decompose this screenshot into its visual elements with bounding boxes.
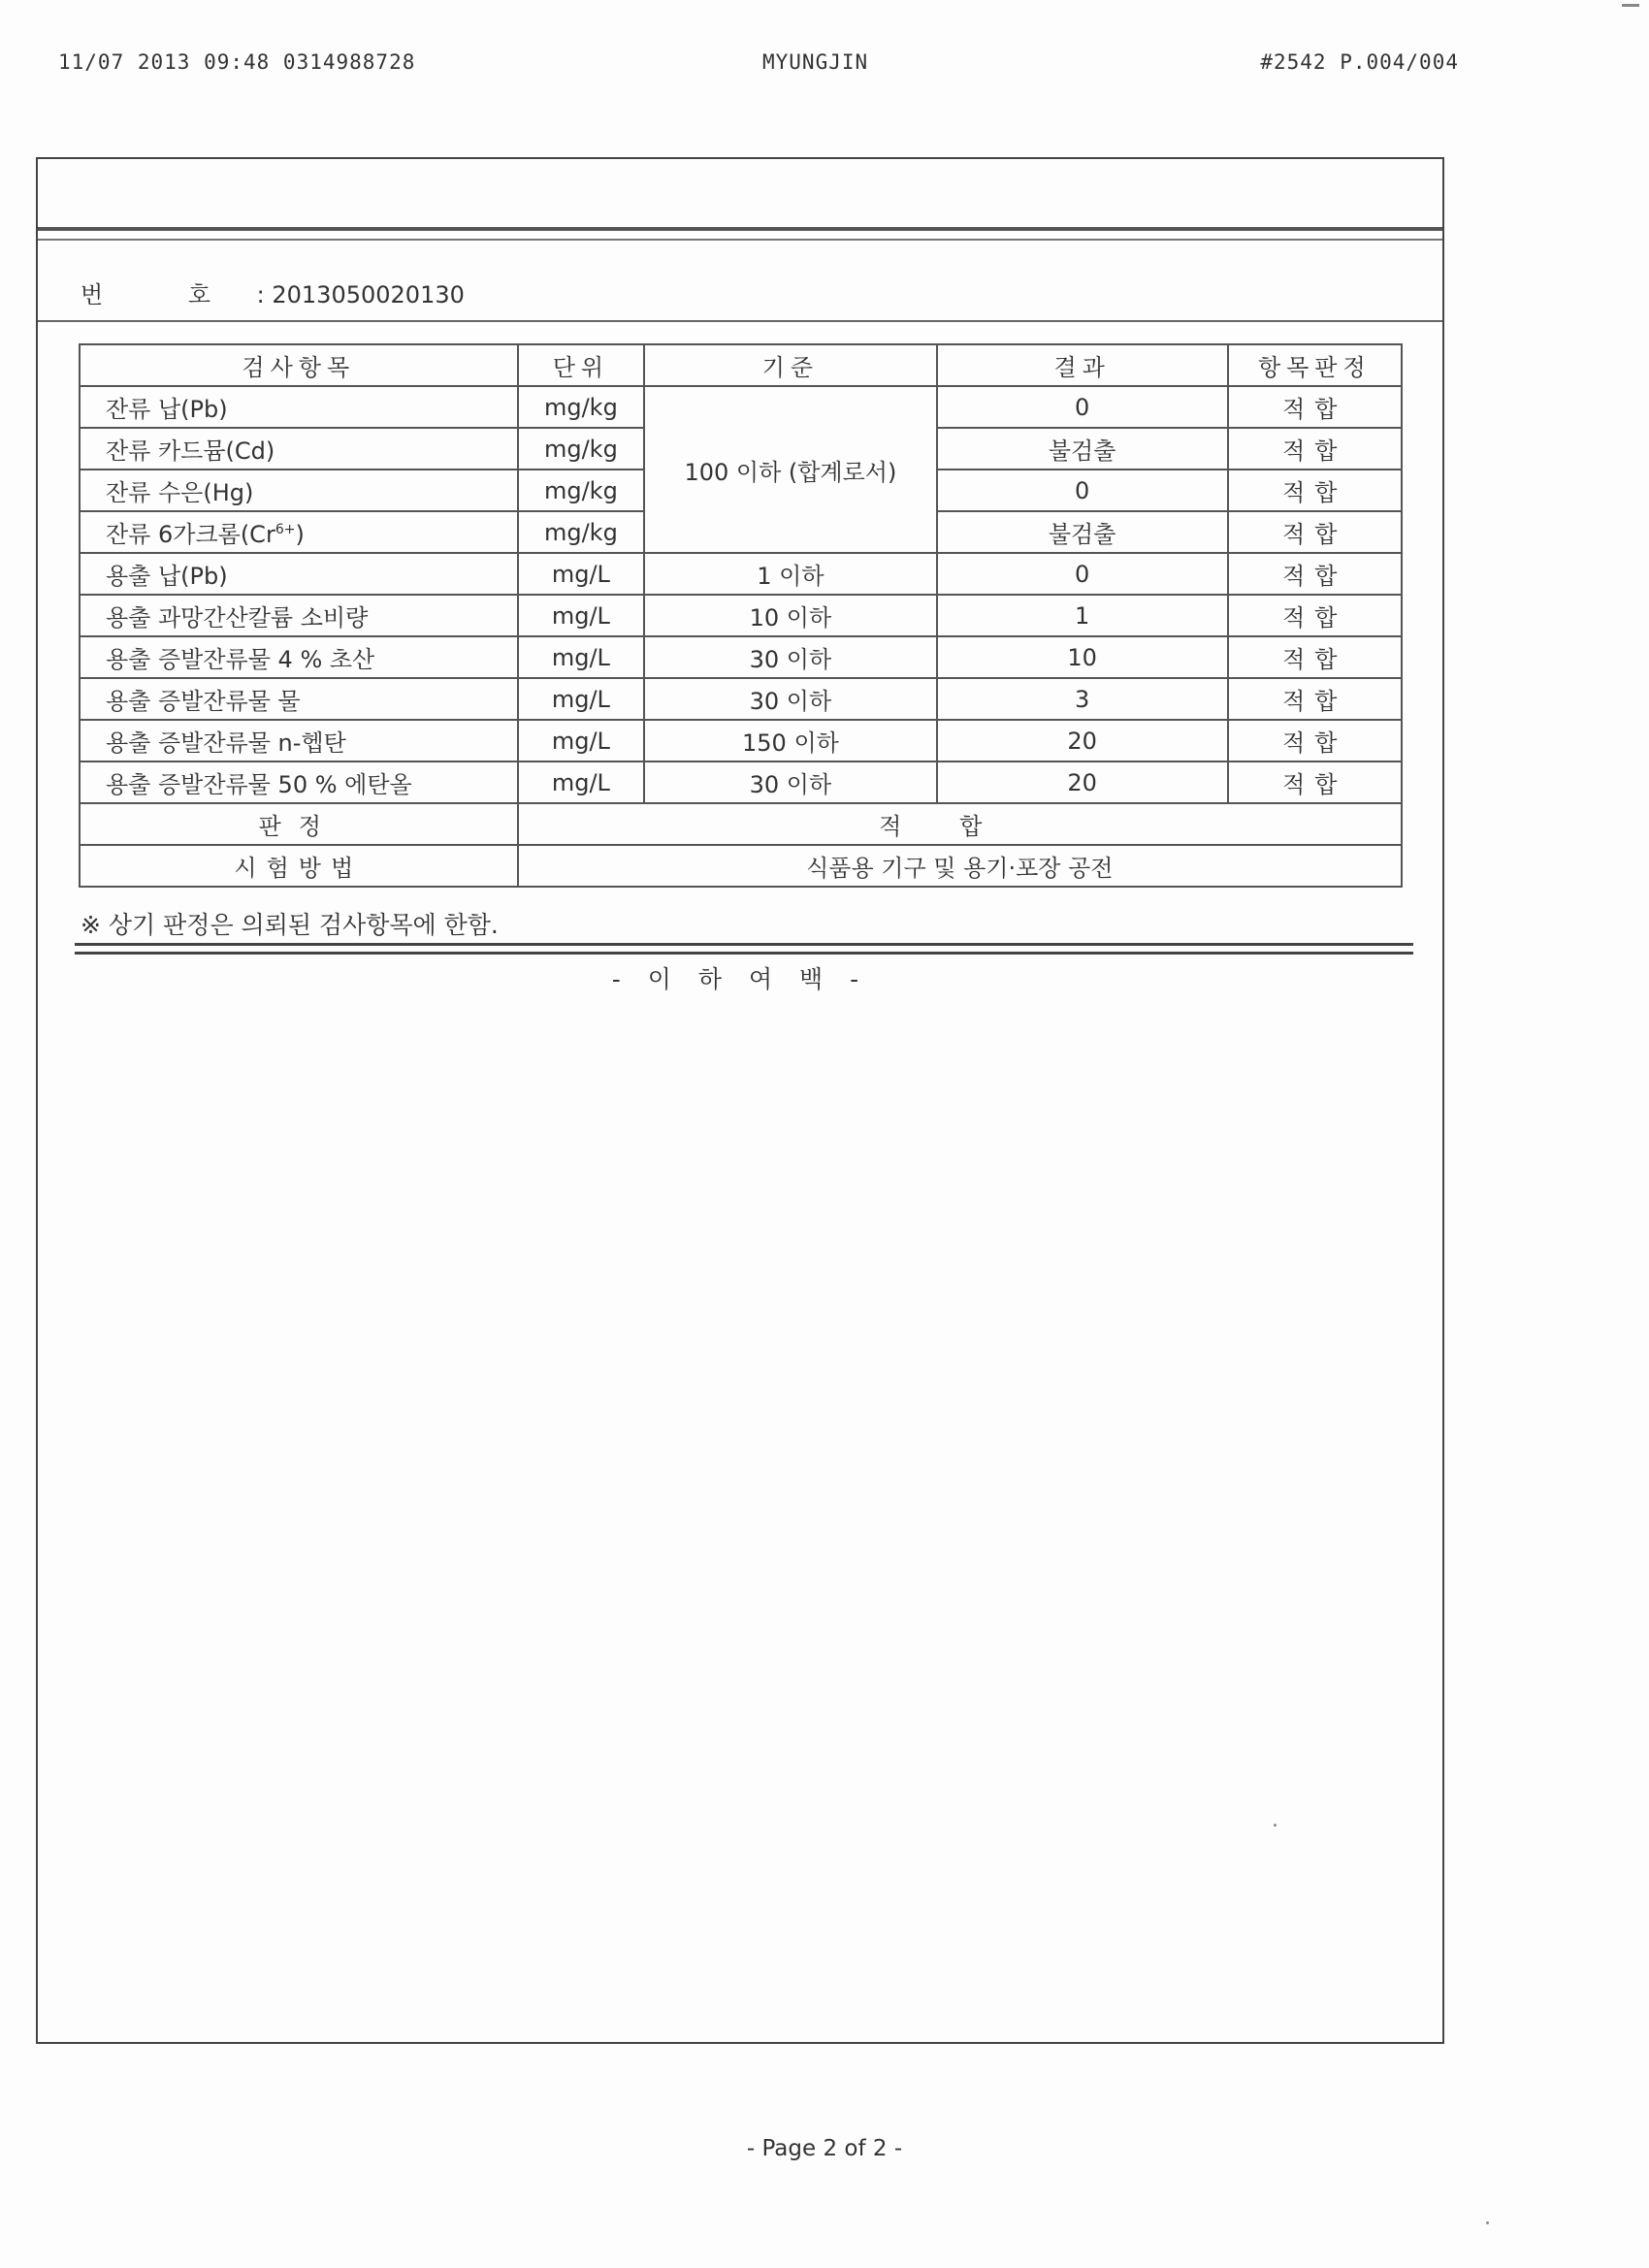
row-item (80, 511, 518, 553)
page-footer: - Page 2 of 2 - (746, 2136, 903, 2161)
row-result: 3 (937, 678, 1228, 720)
table-row (80, 761, 1402, 803)
table-row (80, 553, 1402, 595)
table-row (80, 636, 1402, 678)
header-judgement: 항목판정 (1228, 344, 1402, 386)
row-unit: mg/L (518, 636, 645, 678)
table-row (80, 720, 1402, 761)
row-result: 0 (937, 553, 1228, 595)
row-judgement: 적합 (1228, 511, 1402, 553)
verdict-label: 판정 (80, 803, 518, 845)
reference-divider (38, 320, 1442, 322)
header-result: 결과 (937, 344, 1228, 386)
row-item: 잔류 납(Pb) (80, 386, 518, 428)
row-standard: 1 이하 (644, 553, 936, 595)
row-judgement: 적합 (1228, 553, 1402, 595)
row-unit: mg/L (518, 553, 645, 595)
row-result: 0 (937, 470, 1228, 511)
row-judgement: 적합 (1228, 678, 1402, 720)
row-item-text: 잔류 6가크롬(Cr (106, 521, 275, 548)
reference-label: 번 호 (81, 281, 249, 308)
row-result: 10 (937, 636, 1228, 678)
row-item-tail: ) (295, 521, 305, 548)
end-double-rule (75, 943, 1413, 955)
header-item: 검사항목 (80, 344, 518, 386)
scan-speck (1486, 2221, 1489, 2224)
blank-below-mark: - 이 하 여 백 - (611, 965, 869, 993)
row-item: 잔류 카드뮴(Cd) (80, 428, 518, 470)
row-item: 용출 과망간산칼륨 소비량 (80, 595, 518, 636)
method-row (80, 845, 1402, 887)
fax-datetime-phone: 11/07 2013 09:48 0314988728 (58, 50, 416, 74)
table-header-row (80, 344, 1402, 386)
verdict-value: 적합 (518, 803, 1402, 845)
row-unit: mg/L (518, 678, 645, 720)
row-result: 0 (937, 386, 1228, 428)
fax-page-info: #2542 P.004/004 (1260, 50, 1459, 74)
scan-speck (1274, 1824, 1277, 1827)
method-value: 식품용 기구 및 용기·포장 공전 (518, 845, 1402, 887)
row-judgement: 적합 (1228, 428, 1402, 470)
row-judgement: 적합 (1228, 636, 1402, 678)
row-result: 1 (937, 595, 1228, 636)
reference-number: 2013050020130 (272, 281, 465, 308)
row-judgement: 적합 (1228, 470, 1402, 511)
row-result: 불검출 (937, 511, 1228, 553)
row-item: 용출 증발잔류물 4 % 초산 (80, 636, 518, 678)
method-label: 시험방법 (80, 845, 518, 887)
row-judgement: 적합 (1228, 720, 1402, 761)
document-frame (36, 157, 1444, 2044)
row-item: 용출 증발잔류물 50 % 에탄올 (80, 761, 518, 803)
header-double-rule (38, 227, 1442, 241)
row-item: 용출 증발잔류물 물 (80, 678, 518, 720)
row-result: 불검출 (937, 428, 1228, 470)
row-result: 20 (937, 761, 1228, 803)
row-result: 20 (937, 720, 1228, 761)
scope-note: ※ 상기 판정은 의뢰된 검사항목에 한함. (81, 911, 499, 939)
row-judgement: 적합 (1228, 386, 1402, 428)
row-judgement: 적합 (1228, 761, 1402, 803)
row-unit: mg/kg (518, 511, 645, 553)
scan-speck (1622, 4, 1639, 7)
row-unit: mg/L (518, 761, 645, 803)
merged-standard: 100 이하 (합계로서) (644, 386, 936, 553)
row-standard: 150 이하 (644, 720, 936, 761)
verdict-row (80, 803, 1402, 845)
row-unit: mg/kg (518, 428, 645, 470)
header-standard: 기준 (644, 344, 936, 386)
table-row (80, 386, 1402, 428)
reference-separator: : (256, 281, 265, 308)
row-item: 용출 납(Pb) (80, 553, 518, 595)
reference-number-line (81, 275, 465, 309)
row-unit: mg/kg (518, 386, 645, 428)
row-item: 용출 증발잔류물 n-헵탄 (80, 720, 518, 761)
row-standard: 30 이하 (644, 678, 936, 720)
row-standard: 10 이하 (644, 595, 936, 636)
row-item-superscript: 6+ (275, 522, 296, 537)
row-unit: mg/L (518, 595, 645, 636)
row-standard: 30 이하 (644, 761, 936, 803)
row-unit: mg/kg (518, 470, 645, 511)
row-judgement: 적합 (1228, 595, 1402, 636)
fax-sender: MYUNGJIN (762, 50, 869, 74)
row-item: 잔류 수은(Hg) (80, 470, 518, 511)
table-row (80, 678, 1402, 720)
fax-header (0, 50, 1649, 80)
test-results-table (79, 343, 1403, 888)
header-unit: 단위 (518, 344, 645, 386)
table-row (80, 595, 1402, 636)
row-unit: mg/L (518, 720, 645, 761)
row-standard: 30 이하 (644, 636, 936, 678)
